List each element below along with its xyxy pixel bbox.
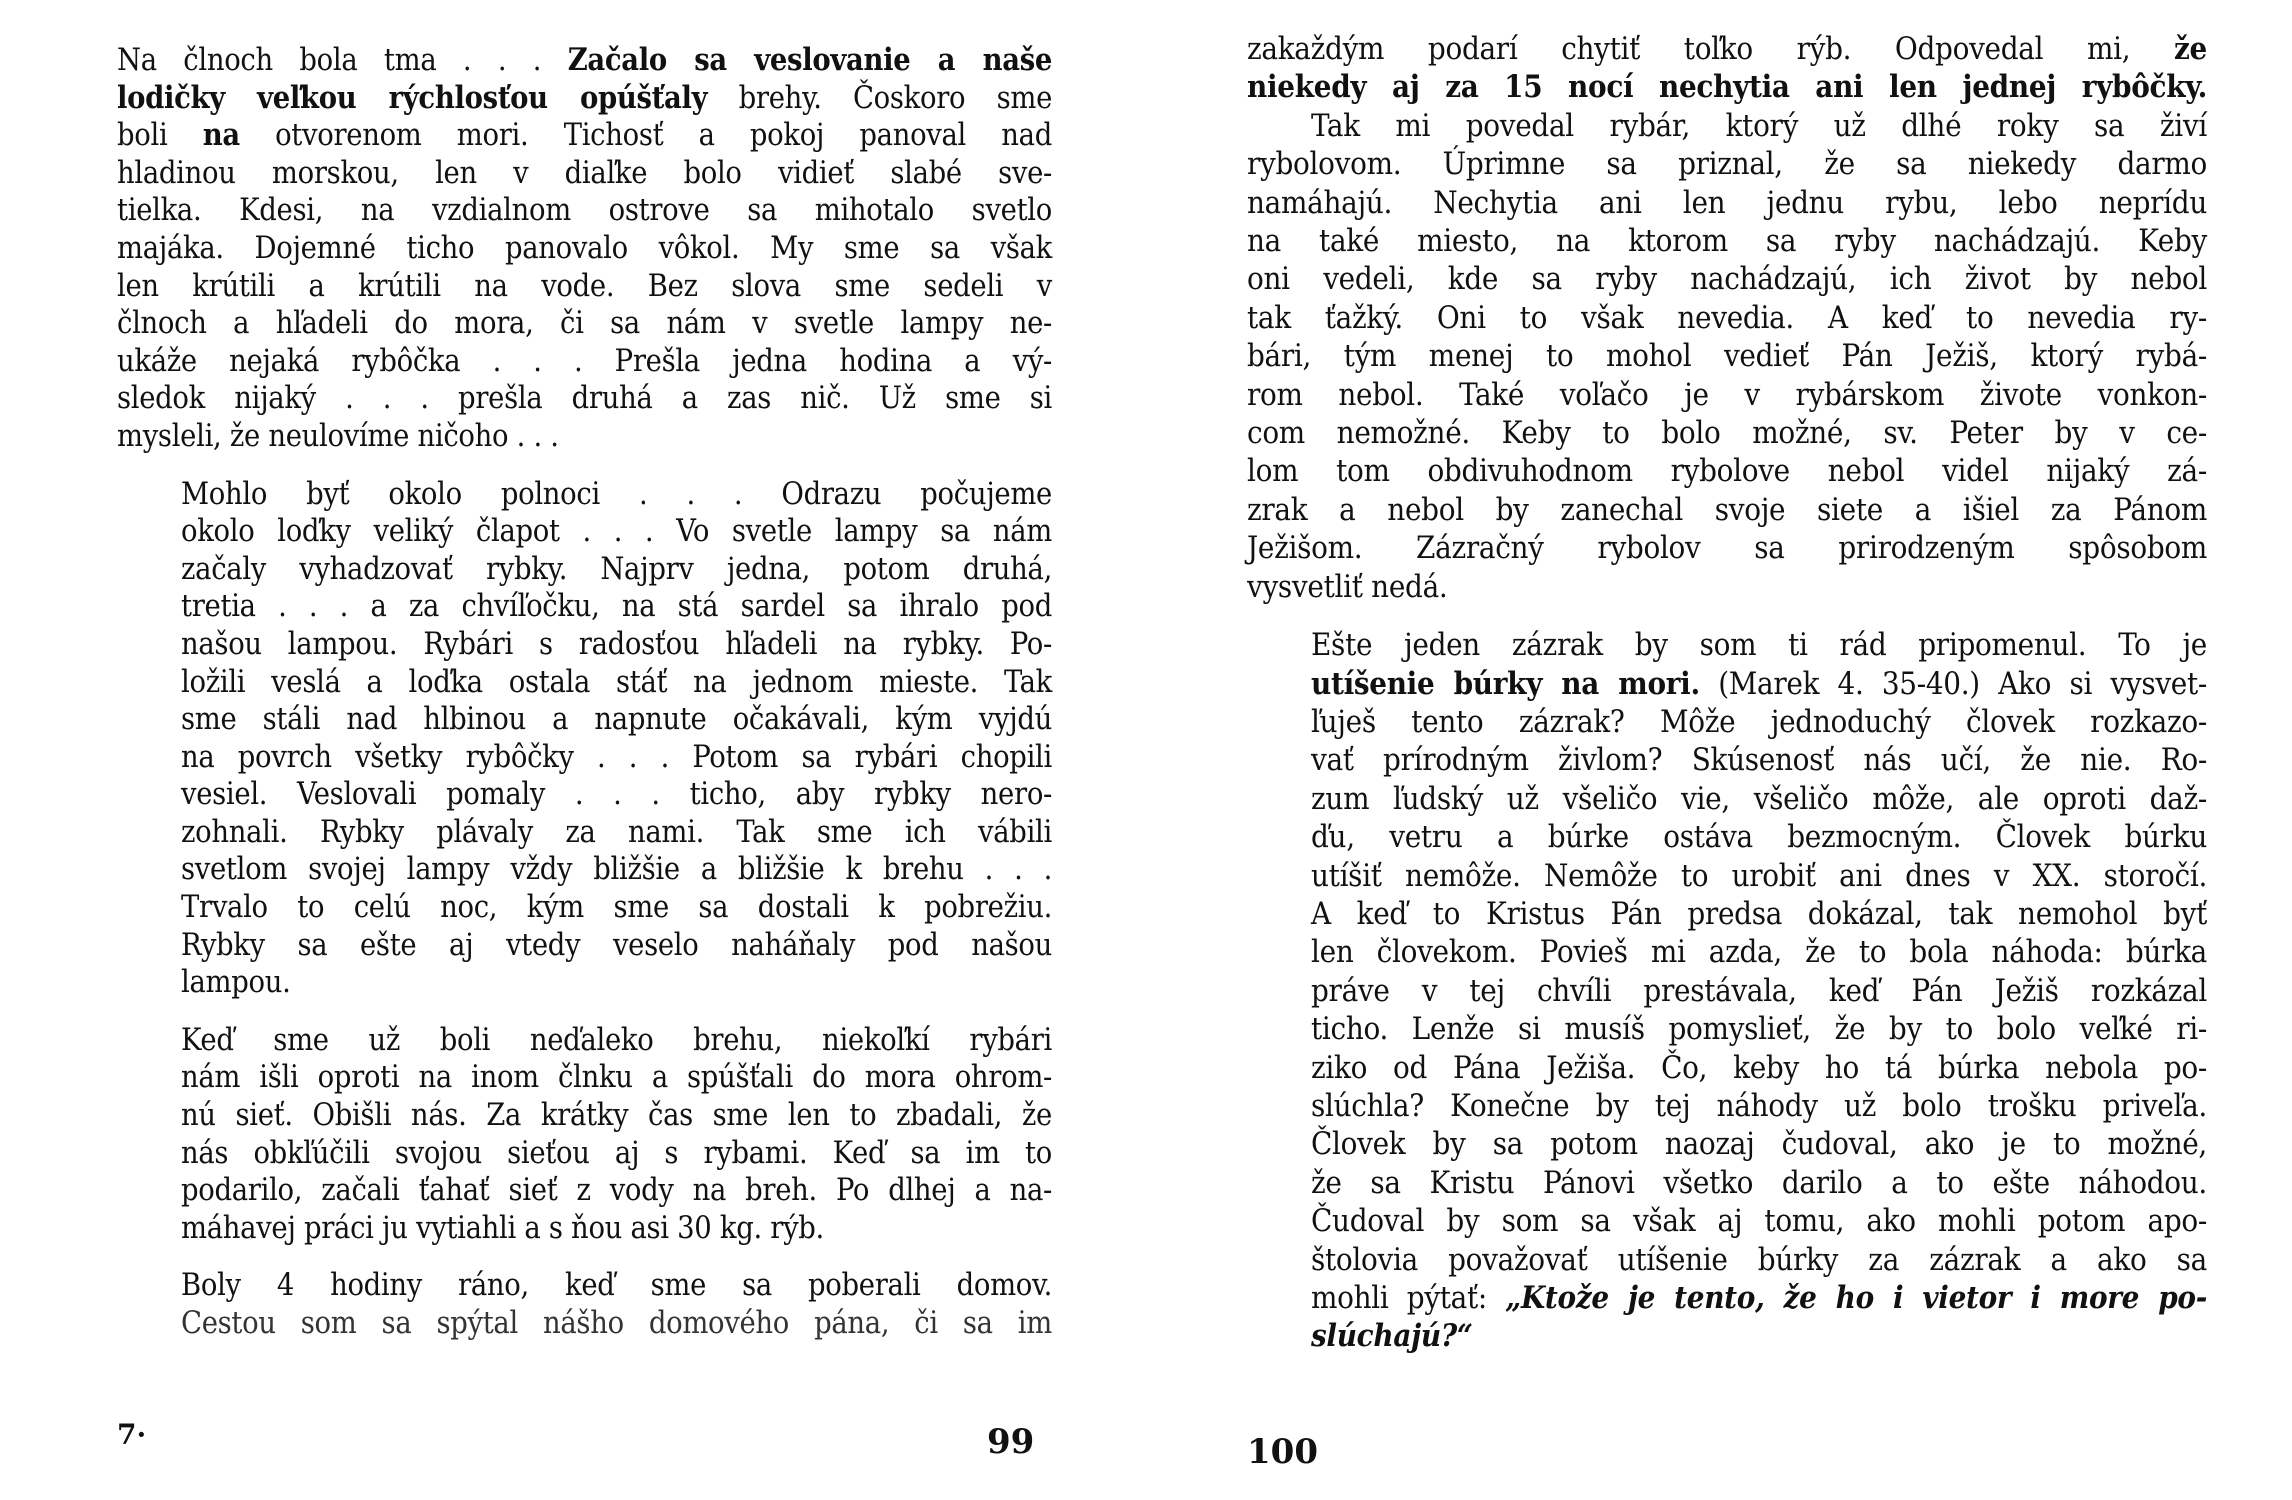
text-line: Mohlo byť okolo polnoci . . . Odrazu počujeme (181, 476, 1052, 512)
text-line: lom tom obdivuhodnom rybolove nebol videl nijaký zá- (1247, 453, 2207, 490)
text-line: rom nebol. Také voľačo je v rybárskom živote vonkon- (1247, 376, 2207, 413)
text-line: ďu, vetru a búrke ostáva bezmocným. Človek búrku (1311, 819, 2207, 856)
text-line: Ježišom. Zázračný rybolov sa prirodzeným spôsobom (1247, 530, 2207, 567)
text-line: slúchajú?“ (1311, 1318, 1473, 1355)
text-line: okolo loďky veliký člapot . . . Vo svetle lampy sa nám (181, 514, 1052, 550)
paragraph (117, 1267, 1052, 1342)
text-line: práve v tej chvíli prestávala, keď Pán Ježiš rozkázal (1311, 972, 2207, 1009)
text-line: máhavej práci ju vytiahli a s ňou asi 30 kg. rýb. (181, 1210, 824, 1246)
text-line: lodičky veľkou rýchlosťou opúšťaly brehy. Čoskoro sme (117, 79, 1053, 116)
text-line: mohli pýtať: „Ktože je tento, že ho i vietor i more po- (1311, 1280, 2207, 1316)
text-line: A keď to Kristus Pán predsa dokázal, tak nemohol byť (1311, 895, 2207, 932)
text-line: vať prírodným živlom? Skúsenosť nás učí, že nie. Ro- (1311, 742, 2207, 779)
text-line: zrak a nebol by zanechal svoje siete a išiel za Pánom (1247, 491, 2207, 528)
text-line: oni vedeli, kde sa ryby nachádzajú, ich život by nebol (1247, 261, 2207, 298)
text-line: tretia . . . a za chvíľočku, na stá sardel sa ihralo pod (181, 589, 1052, 625)
text-line: hladinou morskou, len v diaľke bolo vidieť slabé sve- (117, 155, 1052, 191)
text-line: mysleli, že neulovíme ničoho . . . (117, 418, 559, 454)
page-number: 99 (987, 1422, 1035, 1462)
text-line: Keď sme už boli neďaleko brehu, niekoľkí rybári (181, 1022, 1052, 1058)
text-line: štolovia považovať utíšenie búrky za zázrak a ako sa (1311, 1241, 2207, 1278)
paragraph (1247, 30, 2207, 606)
text-line: Trvalo to celú noc, kým sme sa dostali k pobrežiu. (181, 890, 1052, 926)
text-line: sledok nijaký . . . prešla druhá a zas nič. Už sme si (117, 381, 1052, 417)
text-line: rybolovom. Úprimne sa priznal, že sa niekedy darmo (1247, 146, 2207, 183)
text-line: majáka. Dojemné ticho panovalo vôkol. My sme sa však (117, 230, 1052, 266)
text-line: boli na otvorenom mori. Tichosť a pokoj panoval nad (117, 117, 1052, 154)
text-line: Rybky sa ešte aj vtedy veselo naháňaly pod našou (181, 927, 1052, 963)
text-line: zum ľudský už všeličo vie, všeličo môže, ale oproti daž- (1311, 780, 2207, 817)
text-line: Cestou som sa spýtal nášho domového pána, či sa im (181, 1306, 1052, 1341)
left-page (117, 0, 1052, 1500)
text-line: podarilo, začali ťahať sieť z vody na breh. Po dlhej a na- (181, 1173, 1052, 1209)
text-line: ticho. Lenže si musíš pomyslieť, že by to bolo veľké ri- (1311, 1011, 2207, 1048)
text-line: niekedy aj za 15 nocí nechytia ani len jednej rybôčky. (1247, 69, 2207, 106)
text-line: nú sieť. Obišli nás. Za krátky čas sme len to zbadali, že (181, 1098, 1052, 1134)
text-line: nám išli oproti na inom člnku a spúšťali do mora ohrom- (181, 1060, 1052, 1096)
text-line: com nemožné. Keby to bolo možné, sv. Peter by v ce- (1247, 415, 2207, 452)
text-line: namáhajú. Nechytia ani len jednu rybu, lebo neprídu (1247, 184, 2207, 221)
right-page-text (1247, 30, 2207, 1376)
text-line: Ešte jeden zázrak by som ti rád pripomenul. To je (1311, 627, 2207, 664)
text-line: sme stáli nad hlbinou a napnute očakávali, kým vyjdú (181, 702, 1052, 738)
text-line: utíšiť nemôže. Nemôže to urobiť ani dnes v XX. storočí. (1311, 857, 2207, 894)
text-line: Čudoval by som sa však aj tomu, ako mohli potom apo- (1311, 1203, 2207, 1240)
text-line: vysvetliť nedá. (1247, 568, 1448, 605)
paragraph (117, 42, 1052, 456)
text-line: Boly 4 hodiny ráno, keď sme sa poberali domov. (181, 1268, 1052, 1304)
text-line: nás obkľúčili svojou sieťou aj s rybami. Keď sa im to (181, 1135, 1052, 1171)
text-line: utíšenie búrky na mori. (Marek 4. 35-40.) Ako si vysvet- (1311, 665, 2207, 702)
page-number: 100 (1247, 1432, 1318, 1472)
text-line: lampou. (181, 965, 291, 1001)
left-page-text (117, 42, 1052, 1363)
text-line: zakaždým podarí chytiť toľko rýb. Odpovedal mi, že (1247, 31, 2207, 67)
text-line: na také miesto, na ktorom sa ryby nachádzajú. Keby (1247, 223, 2207, 260)
signature-mark: 7· (117, 1418, 147, 1451)
text-line: ukáže nejaká rybôčka . . . Prešla jedna hodina a vý- (117, 343, 1052, 379)
paragraph (1247, 626, 2207, 1356)
text-line: začaly vyhadzovať rybky. Najprv jedna, potom druhá, (181, 551, 1052, 587)
text-line: na povrch všetky rybôčky . . . Potom sa rybári chopili (181, 739, 1052, 775)
text-line: zohnali. Rybky plávaly za nami. Tak sme ich vábili (181, 814, 1052, 850)
right-page (1247, 0, 2207, 1500)
text-line: ložili veslá a loďka ostala stáť na jednom mieste. Tak (181, 664, 1052, 700)
text-line: Tak mi povedal rybár, ktorý už dlhé roky sa živí (1311, 107, 2207, 144)
paragraph (117, 476, 1052, 1002)
text-line: tielka. Kdesi, na vzdialnom ostrove sa mihotalo svetlo (117, 193, 1052, 229)
text-line: slúchla? Konečne by tej náhody už bolo trošku priveľa. (1311, 1087, 2207, 1124)
text-line: že sa Kristu Pánovi všetko darilo a to ešte náhodou. (1311, 1164, 2207, 1201)
text-line: vesiel. Veslovali pomaly . . . ticho, aby rybky nero- (181, 777, 1052, 813)
text-line: ziko od Pána Ježiša. Čo, keby ho tá búrka nebola po- (1311, 1049, 2207, 1086)
text-line: len človekom. Povieš mi azda, že to bola náhoda: búrka (1311, 934, 2207, 971)
text-line: len krútili a krútili na vode. Bez slova sme sedeli v (117, 268, 1052, 304)
text-line: Na člnoch bola tma . . . Začalo sa veslovanie a naše (117, 42, 1053, 78)
text-line: tak ťažký. Oni to však nevedia. A keď to nevedia ry- (1247, 299, 2207, 336)
text-line: bári, tým menej to mohol vedieť Pán Ježiš, ktorý rybá- (1247, 338, 2207, 375)
text-line: našou lampou. Rybári s radosťou hľadeli na rybky. Po- (181, 626, 1052, 662)
paragraph (117, 1022, 1052, 1248)
text-line: Človek by sa potom naozaj čudoval, ako je to možné, (1311, 1126, 2207, 1163)
text-line: člnoch a hľadeli do mora, či sa nám v svetle lampy ne- (117, 306, 1052, 342)
text-line: svetlom svojej lampy vždy bližšie a bližšie k brehu . . . (181, 852, 1052, 888)
text-line: ľuješ tento zázrak? Môže jednoduchý človek rozkazo- (1311, 703, 2207, 740)
